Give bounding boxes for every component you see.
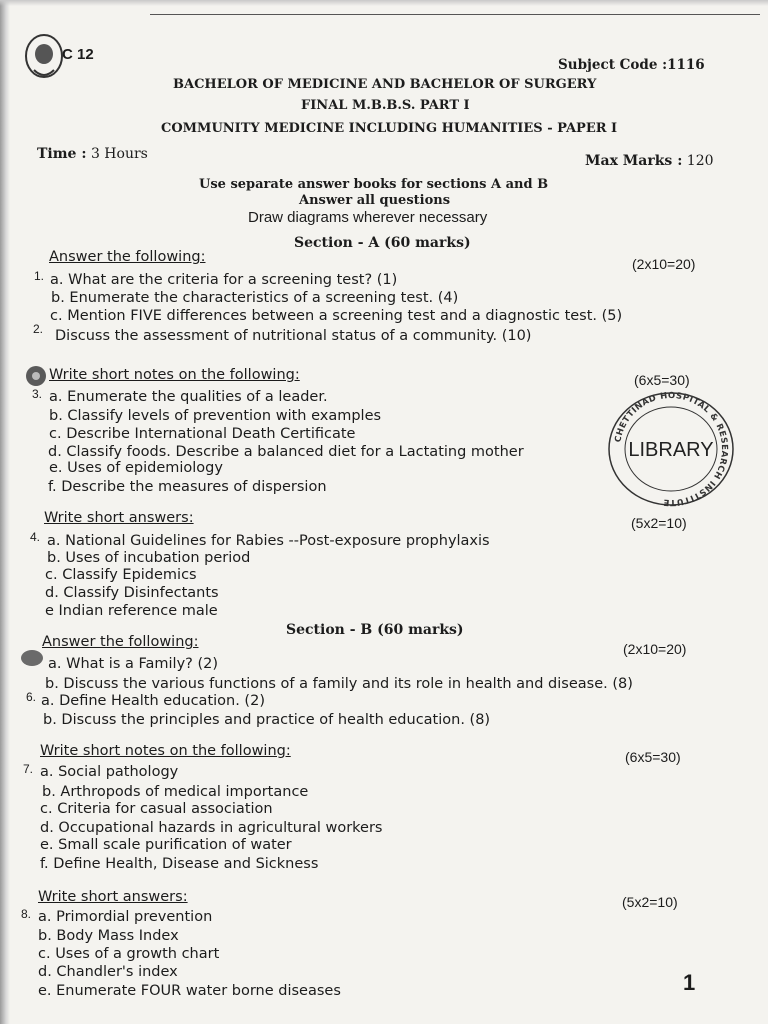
q8-heading: Write short answers: [38,889,188,905]
q7-item: e. Small scale purification of water [40,837,292,853]
q1-number: 1. [34,269,45,283]
q5-number [20,650,30,664]
q7-item: a. Social pathology [40,764,179,780]
top-rule [150,14,760,15]
q5b: b. Discuss the various functions of a family and its role in health and disease. (8) [45,676,633,692]
q3-marks: (6x5=30) [634,372,690,388]
max-marks-value: 120 [682,153,714,169]
library-stamp [606,390,736,508]
q4-item: b. Uses of incubation period [47,550,251,566]
q8-item: d. Chandler's index [38,964,178,980]
q1-marks: (2x10=20) [632,256,696,272]
q4-item: e Indian reference male [45,603,218,619]
q3-item: f. Describe the measures of dispersion [48,479,327,495]
max-marks-label: Max Marks : [585,153,683,169]
exam-time [37,146,148,162]
q7-marks: (6x5=30) [625,749,681,765]
degree-title: BACHELOR OF MEDICINE AND BACHELOR OF SURGERY [173,77,597,92]
q4-number: 4. [30,530,41,544]
q1b: b. Enumerate the characteristics of a screening test. (4) [51,290,459,306]
q3-item: c. Describe International Death Certificate [49,426,356,442]
q7-item: c. Criteria for casual association [40,801,273,817]
q7-item: b. Arthropods of medical importance [42,784,309,800]
q8-item: a. Primordial prevention [38,909,213,925]
q3-item: d. Classify foods. Describe a balanced diet for a Lactating mother [48,444,524,460]
scan-edge-top [0,0,768,6]
q7-item: d. Occupational hazards in agricultural workers [40,820,383,836]
instruction-separate-books: Use separate answer books for sections A and B [199,177,549,192]
q1-heading: Answer the following: [49,249,206,265]
q3-number: 3. [32,387,43,401]
q5a: a. What is a Family? (2) [48,656,218,672]
q4-marks: (5x2=10) [631,515,687,531]
q8-item: c. Uses of a growth chart [38,946,220,962]
section-b-title: Section - B (60 marks) [286,622,464,638]
q5-marks: (2x10=20) [623,641,687,657]
q3-item: e. Uses of epidemiology [49,460,223,476]
instruction-answer-all: Answer all questions [299,193,451,208]
q3-item: b. Classify levels of prevention with examples [49,408,382,424]
q8-number: 8. [21,907,32,921]
q4-item: d. Classify Disinfectants [45,585,219,601]
handwritten-code: C 12 [62,46,94,63]
section-a-title: Section - A (60 marks) [294,235,471,251]
subject-code: Subject Code :1116 [558,57,705,73]
max-marks [585,153,714,169]
q3-heading: Write short notes on the following: [49,367,300,383]
stamp-center-text: LIBRARY [628,439,714,461]
q8-item: e. Enumerate FOUR water borne diseases [38,983,341,999]
q4-heading: Write short answers: [44,510,194,526]
q6b: b. Discuss the principles and practice of health education. (8) [43,712,491,728]
scan-edge-left [0,0,10,1024]
q1c: c. Mention FIVE differences between a screening test and a diagnostic test. (5) [50,308,623,324]
q7-number: 7. [23,762,34,776]
q4-item: a. National Guidelines for Rabies --Post-exposure prophylaxis [47,533,490,549]
q6a: a. Define Health education. (2) [41,693,265,709]
q5-heading: Answer the following: [42,634,199,650]
q4-item: c. Classify Epidemics [45,567,197,583]
q8-item: b. Body Mass Index [38,928,179,944]
stamp-ring-text: CHETTINAD HOSPITAL & RESEARCH INSTITUTE [613,390,730,508]
page-mark: 1 [683,970,696,995]
exam-time-label: Time : [37,146,87,162]
q8-marks: (5x2=10) [622,894,678,910]
exam-time-value: 3 Hours [86,146,148,162]
q2-text: Discuss the assessment of nutritional status of a community. (10) [55,328,532,344]
q2-number: 2. [33,322,44,336]
instruction-diagrams: Draw diagrams wherever necessary [248,209,488,226]
exam-title: FINAL M.B.B.S. PART I [301,98,470,113]
q3-item: a. Enumerate the qualities of a leader. [49,389,328,405]
paper-title: COMMUNITY MEDICINE INCLUDING HUMANITIES - PAPER I [161,121,618,136]
q6-number: 6. [26,690,37,704]
q7-heading: Write short notes on the following: [40,743,291,759]
q7-item: f. Define Health, Disease and Sickness [40,856,319,872]
q1a: a. What are the criteria for a screening test? (1) [50,272,398,288]
